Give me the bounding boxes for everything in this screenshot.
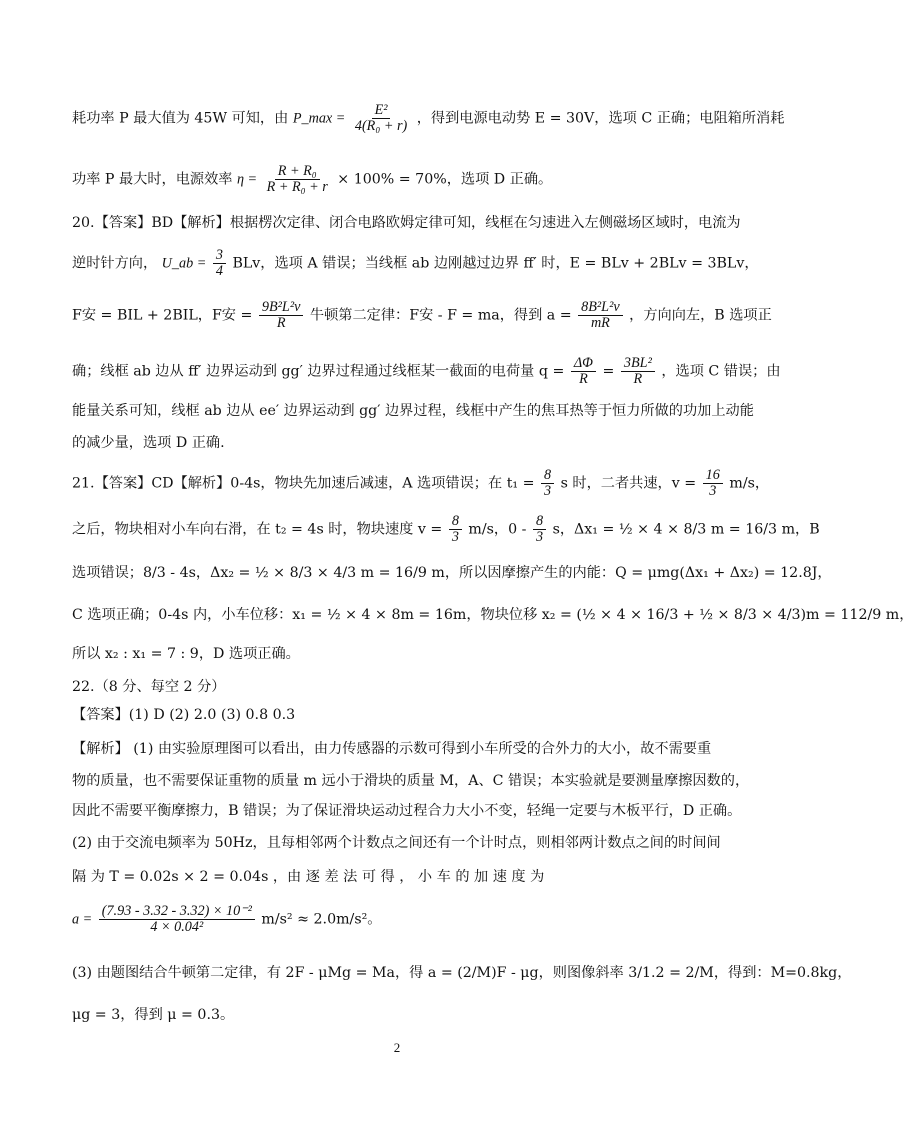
text-line: 20.【答案】BD【解析】根据楞次定律、闭合电路欧姆定律可知，线框在匀速进入左侧磁场区域时，电流为 [72,215,741,231]
fraction: $\frac{\text{8B²L²v}}{mR}$ [578,300,622,331]
text-line: 【答案】(1) D (2) 2.0 (3) 0.8 0.3 [72,707,296,723]
fraction: $\frac{8}{3}$ [541,468,554,499]
fraction: $\frac{\text{R + R₀}}{\text{R + R₀ + r}}$ [266,163,328,195]
text-line: 【解析】 (1) 由实验原理图可以看出，由力传感器的示数可得到小车所受的合外力的大小，故不需要重 [72,741,712,757]
fraction: $\frac{\text{E²}}{\text{4(R₀ + r)}}$ [354,102,408,134]
fraction: $\frac{\Delta\Phi}{R}$ [571,356,596,387]
text-line: 物的质量，也不需要保证重物的质量 m 远小于滑块的质量 M，A、C 错误；本实验就是要测量摩擦因数的， [72,773,750,789]
text-line: a = $\frac{\text{(7.93 - 3.32 - 3.32) × 10⁻²}}{\text{4 × 0.04²}}$ m/s² ≈ 2.0m/s²。 [72,903,382,935]
fraction: $\frac{8}{3}$ [533,514,546,545]
text-line: 所以 x₂ : x₁ = 7 : 9，D 选项正确。 [72,646,300,662]
text-line: 之后，物块相对小车向右滑，在 t₂ = 4s 时，物块速度 v = $\frac{8}{3}$ m/s，0 - $\frac{8}{3}$ s，Δx₁ = ½ × 4 × 8/3 m = 16/3 m，B [72,513,820,545]
text-line: 能量关系可知，线框 ab 边从 ee′ 边界运动到 gg′ 边界过程，线框中产生的焦耳热等于恒力所做的功加上动能 [72,403,754,419]
text-line: 选项错误；8/3 - 4s，Δx₂ = ½ × 8/3 × 4/3 m = 16/9 m，所以因摩擦产生的内能：Q = μmg(Δx₁ + Δx₂) = 12.8J， [72,565,832,581]
text-line: μg = 3，得到 μ = 0.3。 [72,1007,235,1023]
page-number: 2 [393,1040,401,1055]
fraction: $\frac{8}{3}$ [449,514,462,545]
text-line: 22.（8 分、每空 2 分） [72,679,226,695]
text-line: (3) 由题图结合牛顿第二定律，有 2F - μMg = Ma，得 a = (2/M)F - μg，则图像斜率 3/1.2 = 2/M，得到：M=0.8kg， [72,965,852,981]
fraction: $\frac{\text{(7.93 - 3.32 - 3.32) × 10⁻²}}{\text{4 × 0.04²}}$ [99,904,255,935]
text-line: 因此不需要平衡摩擦力，B 错误；为了保证滑块运动过程合力大小不变，轻绳一定要与木板平行，D 正确。 [72,803,742,819]
text-line: 耗功率 P 最大值为 45W 可知，由 P_max = $\frac{\text{E²}}{\text{4(R₀ + r)}}$ ，得到电源电动势 E = 30V，选项 C 正确；电阻箱所消耗 [72,102,785,134]
text-line: 的减少量，选项 D 正确. [72,435,225,451]
text-line: 隔 为 T = 0.02s × 2 = 0.04s ，由 逐 差 法 可 得 ， 小 车 的 加 速 度 为 [72,869,545,885]
text-line: C 选项正确；0-4s 内，小车位移：x₁ = ½ × 4 × 8m = 16m，物块位移 x₂ = (½ × 4 × 16/3 + ½ × 8/3 × 4/3)m = 112/9 m， [72,607,913,623]
fraction: $\frac{16}{3}$ [703,468,723,499]
text-line: 确；线框 ab 边从 ff′ 边界运动到 gg′ 边界过程通过线框某一截面的电荷量 q = $\frac{\Delta\Phi}{R}$ = $\frac{\text{3BL²}}{R}$ ，选项 C 错误；由 [72,355,781,387]
text-line: F安 = BIL + 2BIL，F安 = $\frac{\text{9B²L²v}}{R}$ 牛顿第二定律：F安 - F = ma，得到 a = $\frac{\text{8B²L²v}}{mR}$ ，方向向左，B 选项正 [72,299,772,331]
text-line: 功率 P 最大时，电源效率 η = $\frac{\text{R + R₀}}{\text{R + R₀ + r}}$ × 100% = 70%，选项 D 正确。 [72,163,553,195]
text-line: 21.【答案】CD【解析】0-4s，物块先加速后减速，A 选项错误；在 t₁ = $\frac{8}{3}$ s 时，二者共速，v = $\frac{16}{3}$ m/s， [72,467,770,499]
fraction: $\frac{3}{4}$ [213,248,226,279]
fraction: $\frac{\text{9B²L²v}}{R}$ [259,300,303,331]
text-line: 逆时针方向， U_ab = $\frac{3}{4}$ BLv，选项 A 错误；当线框 ab 边刚越过边界 ff′ 时，E = BLv + 2BLv = 3BLv， [72,247,759,279]
text-line: (2) 由于交流电频率为 50Hz，且每相邻两个计数点之间还有一个计时点，则相邻两计数点之间的时间间 [72,835,721,851]
fraction: $\frac{\text{3BL²}}{R}$ [621,356,655,387]
